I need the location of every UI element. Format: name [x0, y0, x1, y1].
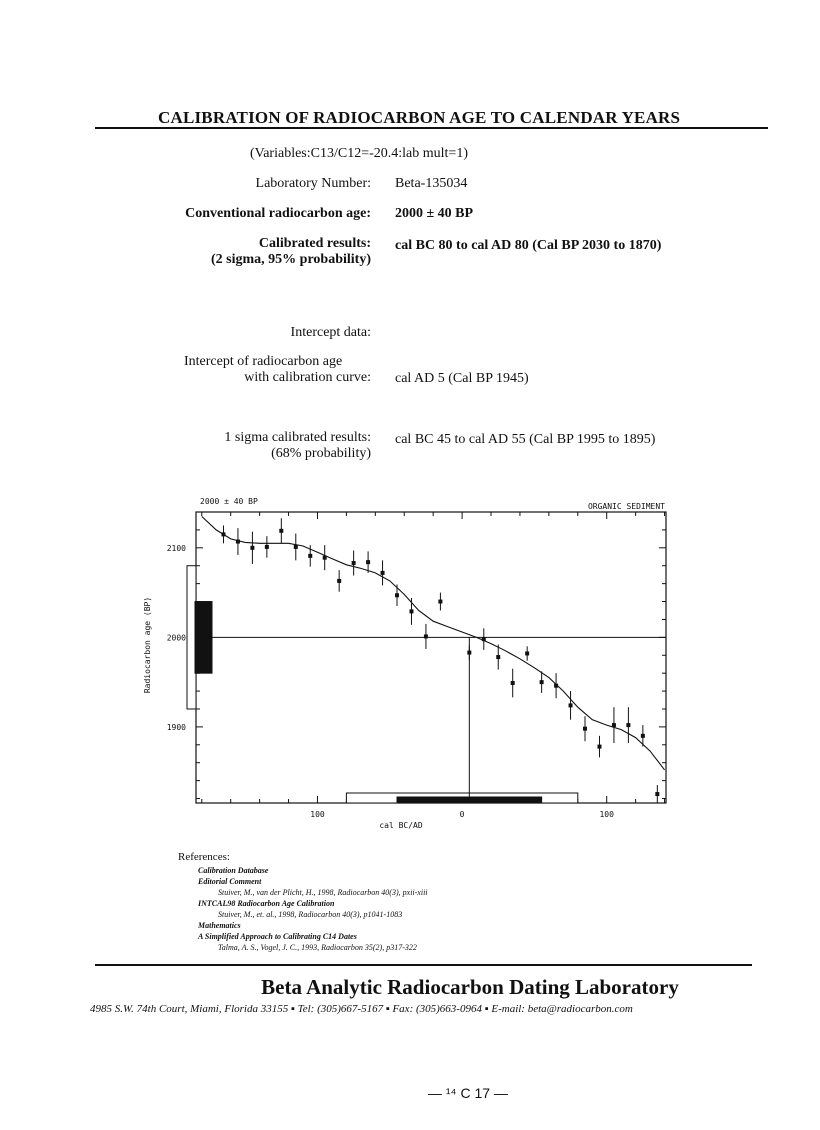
reference-item: Stuiver, M., et. al., 1998, Radiocarbon 40(3), p1041-1083 — [218, 910, 403, 919]
x-tick-label: 0 — [459, 810, 465, 819]
data-point — [308, 554, 312, 558]
title-rule — [95, 127, 768, 129]
data-point — [583, 727, 587, 731]
y-tick-label: 1900 — [166, 722, 186, 732]
x-tick-label: 100 — [310, 810, 325, 819]
calibration-curve-line — [202, 517, 665, 770]
data-point — [337, 579, 341, 583]
calibrated-value: cal BC 80 to cal AD 80 (Cal BP 2030 to 1870) — [395, 238, 662, 253]
page-number: — ¹⁴ C 17 — — [428, 1085, 508, 1101]
data-point — [496, 655, 500, 659]
page-title: CALIBRATION OF RADIOCARBON AGE TO CALENDAR YEARS — [158, 108, 681, 127]
data-point — [424, 634, 428, 638]
data-point — [612, 723, 616, 727]
reference-item: INTCAL98 Radiocarbon Age Calibration — [198, 899, 335, 908]
data-point — [554, 684, 558, 688]
conventional-age-value: 2000 ± 40 BP — [395, 206, 474, 221]
data-point — [395, 593, 399, 597]
intercept-label-2: with calibration curve: — [244, 370, 371, 385]
data-point — [626, 723, 630, 727]
reference-item: A Simplified Approach to Calibrating C14 Dates — [198, 932, 357, 941]
data-point — [525, 651, 529, 655]
y-tick-label: 2100 — [166, 543, 186, 553]
chart-x-label: cal BC/AD — [379, 821, 423, 830]
lab-number-label: Laboratory Number: — [255, 176, 371, 191]
data-point — [381, 571, 385, 575]
references — [178, 851, 428, 953]
calibration-chart — [130, 490, 690, 840]
calibrated-label: Calibrated results: — [258, 236, 371, 251]
data-point — [409, 609, 413, 613]
reference-item: Calibration Database — [198, 866, 269, 875]
conventional-age-label: Conventional radiocarbon age: — [185, 206, 371, 221]
chart-y-label: Radiocarbon age (BP) — [143, 596, 152, 694]
data-point — [655, 792, 659, 796]
references-list — [178, 865, 428, 953]
data-point — [511, 681, 515, 685]
y-tick-label: 2000 — [166, 633, 186, 643]
data-point — [569, 703, 573, 707]
data-point — [438, 600, 442, 604]
data-point — [323, 556, 327, 560]
reference-item: Talma, A. S., Vogel, J. C., 1993, Radiocarbon 35(2), p317-322 — [218, 943, 417, 952]
data-point — [221, 532, 225, 536]
lab-name: Beta Analytic Radiocarbon Dating Laboratory — [261, 975, 679, 999]
calibrated-label-probability: (2 sigma, 95% probability) — [211, 252, 371, 267]
data-point — [597, 745, 601, 749]
data-point — [352, 561, 356, 565]
data-point — [236, 540, 240, 544]
one-sigma-label-1: 1 sigma calibrated results: — [224, 430, 371, 445]
chart-header-left: 2000 ± 40 BP — [200, 497, 258, 506]
intercept-label-1: Intercept of radiocarbon age — [184, 354, 343, 369]
lab-address: 4985 S.W. 74th Court, Miami, Florida 33155 ▪ Tel: (305)667-5167 ▪ Fax: (305)663-0964 ▪ E-mail: beta@radiocarbon.com — [90, 1003, 633, 1015]
lab-number-value: Beta-135034 — [395, 176, 468, 191]
references-heading: References: — [178, 851, 230, 863]
reference-item: Stuiver, M., van der Plicht, H., 1998, Radiocarbon 40(3), pxii-xiii — [218, 888, 428, 897]
x-tick-label: 100 — [599, 810, 614, 819]
chart-header-right: ORGANIC SEDIMENT — [587, 502, 665, 511]
data-point — [279, 529, 283, 533]
data-point — [366, 560, 370, 564]
reference-item: Mathematics — [198, 921, 241, 930]
data-point — [641, 734, 645, 738]
intercept-data-label: Intercept data: — [290, 325, 371, 340]
one-sigma-value: cal BC 45 to cal AD 55 (Cal BP 1995 to 1895) — [395, 432, 656, 447]
footer-rule — [95, 964, 752, 966]
data-point — [540, 680, 544, 684]
data-point — [265, 545, 269, 549]
reference-item: Editorial Comment — [198, 877, 262, 886]
intercept-value: cal AD 5 (Cal BP 1945) — [395, 371, 529, 386]
one-sigma-label-2: (68% probability) — [271, 446, 371, 461]
data-point — [294, 545, 298, 549]
variables-line: (Variables:C13/C12=-20.4:lab mult=1) — [250, 146, 468, 161]
data-point — [250, 546, 254, 550]
